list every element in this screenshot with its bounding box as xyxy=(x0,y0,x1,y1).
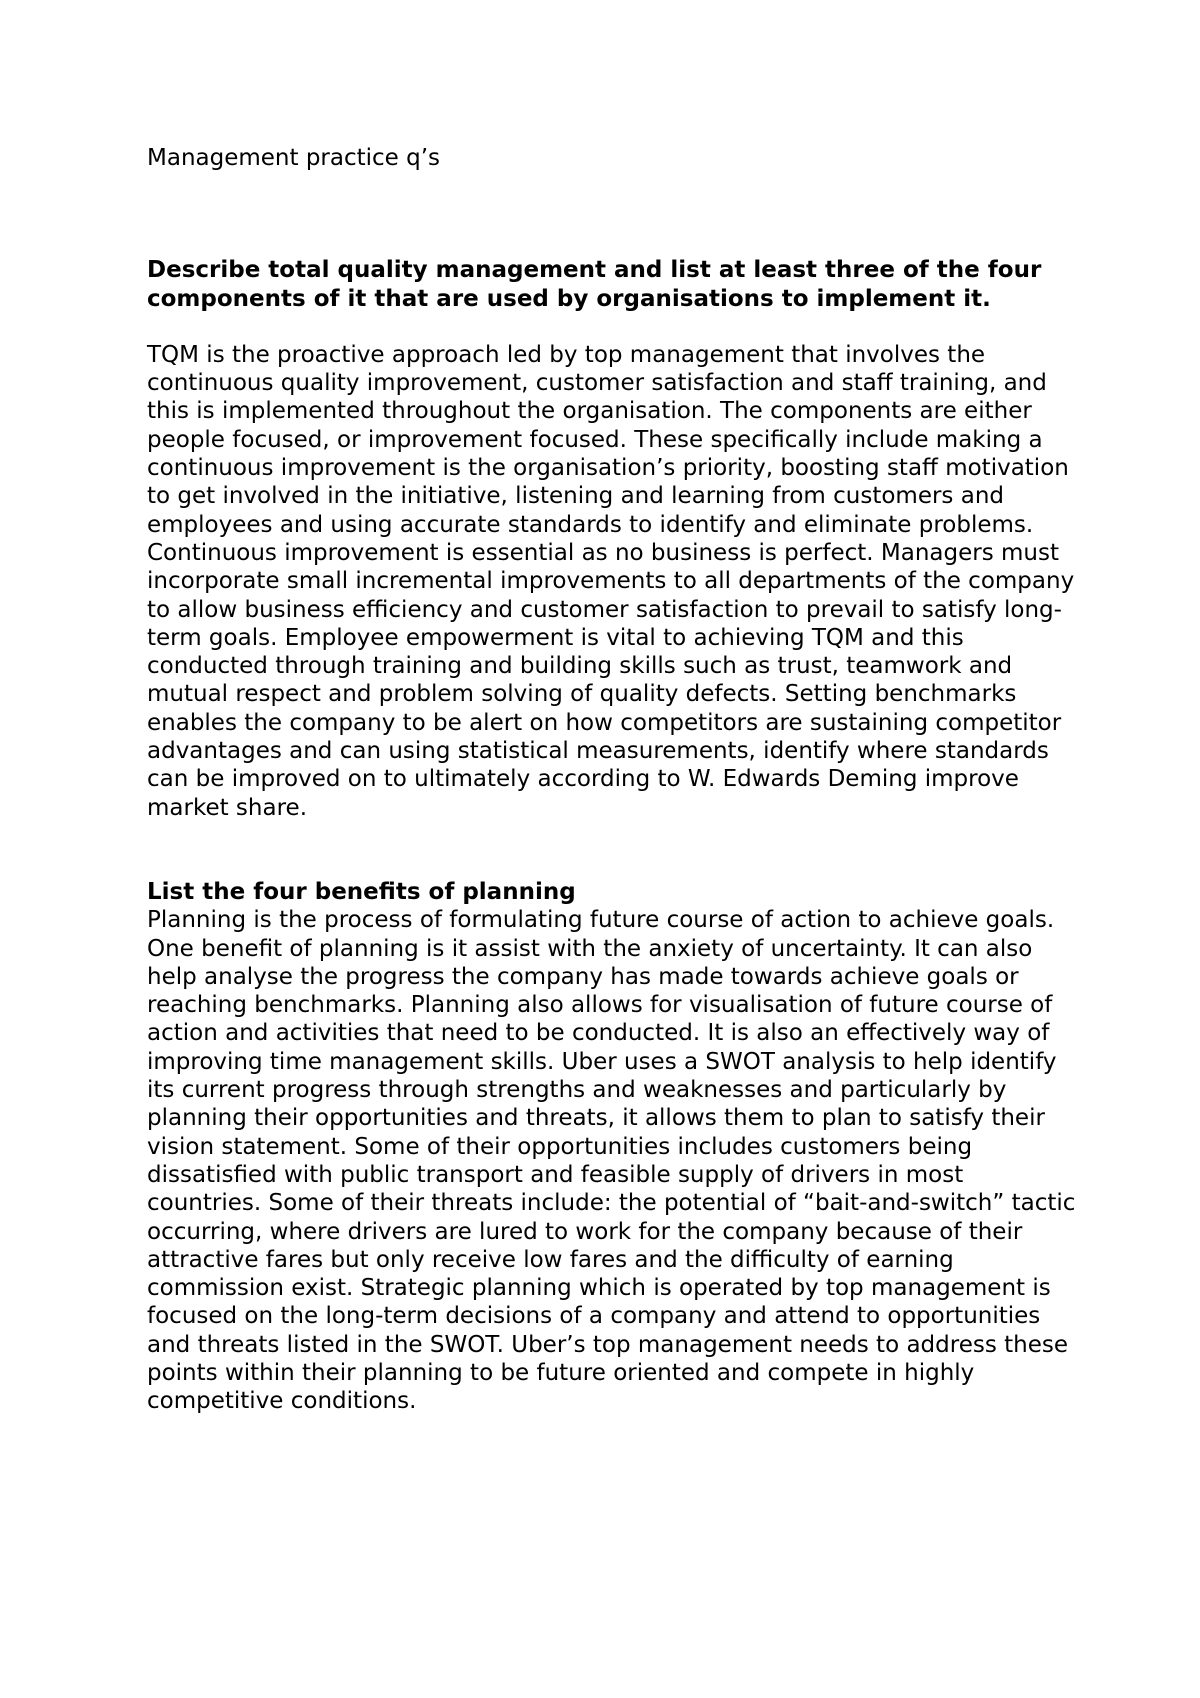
document-page xyxy=(147,144,1077,1416)
answer-paragraph: TQM is the proactive approach led by top management that involves the continuous quality improvement, customer satisfaction and staff training, and this is implemented throughout the organisation. The components are either people focused, or improvement focused. These specifically include making a continuous improvement is the organisation’s priority, boosting staff motivation to get involved in the initiative, listening and learning from customers and employees and using accurate standards to identify and eliminate problems. Continuous improvement is essential as no business is perfect. Managers must incorporate small incremental improvements to all departments of the company to allow business efficiency and customer satisfaction to prevail to satisfy long-term goals. Employee empowerment is vital to achieving TQM and this conducted through training and building skills such as trust, teamwork and mutual respect and problem solving of quality defects. Setting benchmarks enables the company to be alert on how competitors are sustaining competitor advantages and can using statistical measurements, identify where standards can be improved on to ultimately according to W. Edwards Deming improve market share. xyxy=(147,341,1075,821)
section-planning xyxy=(147,878,1077,1416)
section-tqm xyxy=(147,256,1077,822)
document-title: Management practice q’s xyxy=(147,145,441,171)
question-heading: List the four benefits of planning xyxy=(147,878,576,905)
answer-paragraph: Planning is the process of formulating future course of action to achieve goals. One benefit of planning is it assist with the anxiety of uncertainty. It can also help analyse the progress the company has made towards achieve goals or reaching benchmarks. Planning also allows for visualisation of future course of action and activities that need to be conducted. It is also an effectively way of improving time management skills. Uber uses a SWOT analysis to help identify its current progress through strengths and weaknesses and particularly by planning their opportunities and threats, it allows them to plan to satisfy their vision statement. Some of their opportunities includes customers being dissatisfied with public transport and feasible supply of drivers in most countries. Some of their threats include: the potential of “bait-and-switch” tactic occurring, where drivers are lured to work for the company because of their attractive fares but only receive low fares and the difficulty of earning commission exist. Strategic planning which is operated by top management is focused on the long-term decisions of a company and attend to opportunities and threats listed in the SWOT. Uber’s top management needs to address these points within their planning to be future oriented and compete in highly competitive conditions. xyxy=(147,907,1076,1415)
question-heading: Describe total quality management and list at least three of the four components of it that are used by organisations to implement it. xyxy=(147,257,1042,312)
